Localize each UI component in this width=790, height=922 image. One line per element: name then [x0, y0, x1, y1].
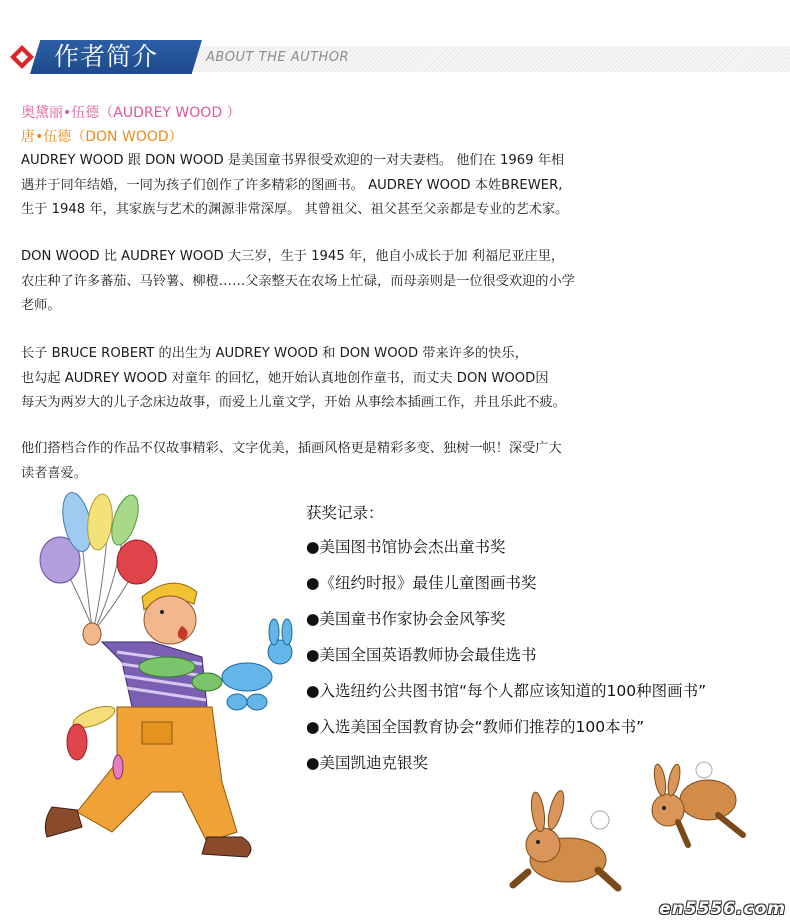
award-item: ●美国全国英语教师协会最佳选书	[306, 646, 537, 664]
rabbit-front	[513, 789, 618, 888]
awards-title: 获奖记录：	[306, 504, 384, 522]
bio-paragraph-1: AUDREY WOOD 跟 DON WOOD 是美国童书界很受欢迎的一对夫妻档。 他们在 1969 年相 遇并于同年结婚，一同为孩子们创作了许多精彩的图画书。 AUDREY WOOD 本姓BREWER, 生于 1948 年，其家族与艺术的渊源非常深厚。 其曾祖父、祖父甚至父亲都是专业的艺术家。	[21, 153, 569, 217]
page-subtitle: ABOUT THE AUTHOR	[206, 50, 350, 65]
author-name-audrey: 奥黛丽•伍德（AUDREY WOOD ）	[21, 105, 241, 121]
bio-paragraph-4: 他们搭档合作的作品不仅故事精彩、文字优美，插画风格更是精彩多变、独树一帜！深受广大 读者喜爱。	[21, 441, 562, 481]
site-watermark: en5556.com	[659, 899, 786, 919]
page-title: 作者简介	[54, 42, 159, 71]
bio-paragraph-2: DON WOOD 比 AUDREY WOOD 大三岁，生于 1945 年，他自小成长于加 利福尼亚庄里， 农庄种了许多蕃茄、马铃薯、柳橙……父亲整天在农场上忙碌，而母亲则是一位很受欢迎的小学 老师。	[21, 249, 575, 313]
boy-with-balloons-illustration	[22, 492, 298, 892]
section-header	[0, 40, 790, 74]
author-name-don: 唐•伍德（DON WOOD）	[21, 129, 183, 145]
award-item: ●美国童书作家协会金风筝奖	[306, 610, 506, 628]
award-item: ●入选纽约公共图书馆“每个人都应该知道的100种图画书”	[306, 682, 707, 700]
award-item: ●入选美国全国教育协会“教师们推荐的100本书”	[306, 718, 645, 736]
award-item: ●《纽约时报》最佳儿童图画书奖	[306, 574, 537, 592]
bio-paragraph-3: 长子 BRUCE ROBERT 的出生为 AUDREY WOOD 和 DON WOOD 带来许多的快乐， 也勾起 AUDREY WOOD 对童年 的回忆，她开始认真地创作童书，而丈夫 DON WOOD因 每天为两岁大的儿子念床边故事，而爱上儿童文学，开始 从事绘本插画工作，并且乐此不疲。	[21, 346, 566, 410]
award-item: ●美国凯迪克银奖	[306, 754, 429, 772]
running-rabbits-illustration	[508, 760, 758, 910]
header-accent-icon	[8, 43, 36, 71]
award-item: ●美国图书馆协会杰出童书奖	[306, 538, 506, 556]
rabbit-back	[652, 762, 743, 845]
awards-list	[306, 534, 706, 786]
